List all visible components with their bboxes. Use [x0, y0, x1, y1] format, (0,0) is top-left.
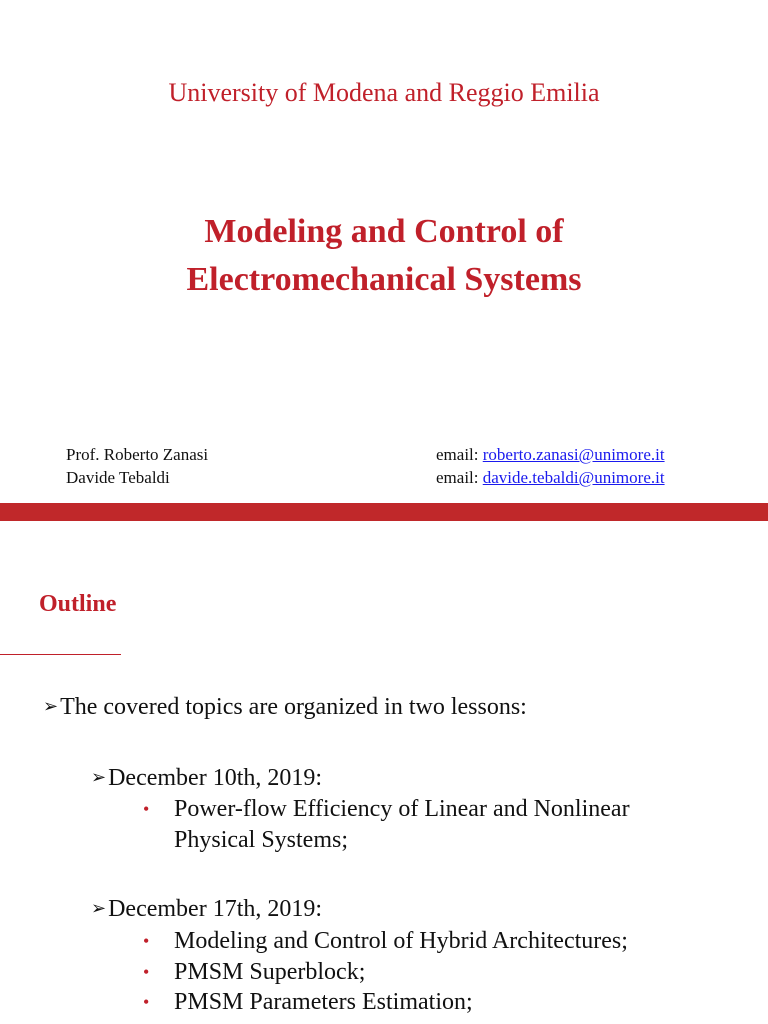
lesson1-bullet	[91, 765, 322, 792]
lesson2-bullet	[91, 896, 322, 923]
email-row-1	[436, 443, 665, 466]
dot-bullet-icon: •	[143, 962, 150, 982]
lesson2-item-text: Modeling and Control of Hybrid Architectures;	[174, 928, 628, 954]
lesson2-date: December 17th, 2019:	[108, 896, 323, 922]
outline-underline	[0, 654, 121, 655]
author-1: Prof. Roberto Zanasi	[66, 445, 209, 464]
emails	[436, 443, 665, 489]
dot-bullet-icon: •	[143, 992, 150, 1012]
course-title-line2: Electromechanical Systems	[186, 261, 582, 298]
email-link-1[interactable]: roberto.zanasi@unimore.it	[482, 445, 665, 464]
author-2: Davide Tebaldi	[66, 468, 170, 487]
course-title	[0, 208, 768, 304]
arrow-bullet-icon: ➢	[91, 898, 107, 919]
outline-heading: Outline	[39, 591, 117, 617]
dot-bullet-icon: •	[143, 799, 150, 819]
arrow-bullet-icon: ➢	[91, 767, 107, 788]
lesson1-item-text-continued: Physical Systems;	[174, 827, 349, 853]
authors	[66, 443, 208, 489]
intro-text: The covered topics are organized in two lessons:	[60, 694, 527, 720]
email-row-2	[436, 466, 665, 489]
course-title-line1: Modeling and Control of	[204, 213, 564, 250]
lesson2-item-text: PMSM Superblock;	[174, 959, 366, 985]
lesson1-item-text: Power-flow Efficiency of Linear and Nonlinear	[174, 796, 630, 822]
email-label: email:	[436, 445, 479, 464]
email-label: email:	[436, 468, 479, 487]
dot-bullet-icon: •	[143, 931, 150, 951]
slide-divider	[0, 503, 768, 521]
arrow-bullet-icon: ➢	[43, 696, 59, 717]
intro-bullet	[43, 694, 527, 721]
email-link-2[interactable]: davide.tebaldi@unimore.it	[482, 468, 665, 487]
lesson1-date: December 10th, 2019:	[108, 765, 323, 791]
title-slide	[0, 0, 768, 503]
university-name: University of Modena and Reggio Emilia	[168, 78, 600, 107]
lesson2-item-text: PMSM Parameters Estimation;	[174, 989, 473, 1015]
